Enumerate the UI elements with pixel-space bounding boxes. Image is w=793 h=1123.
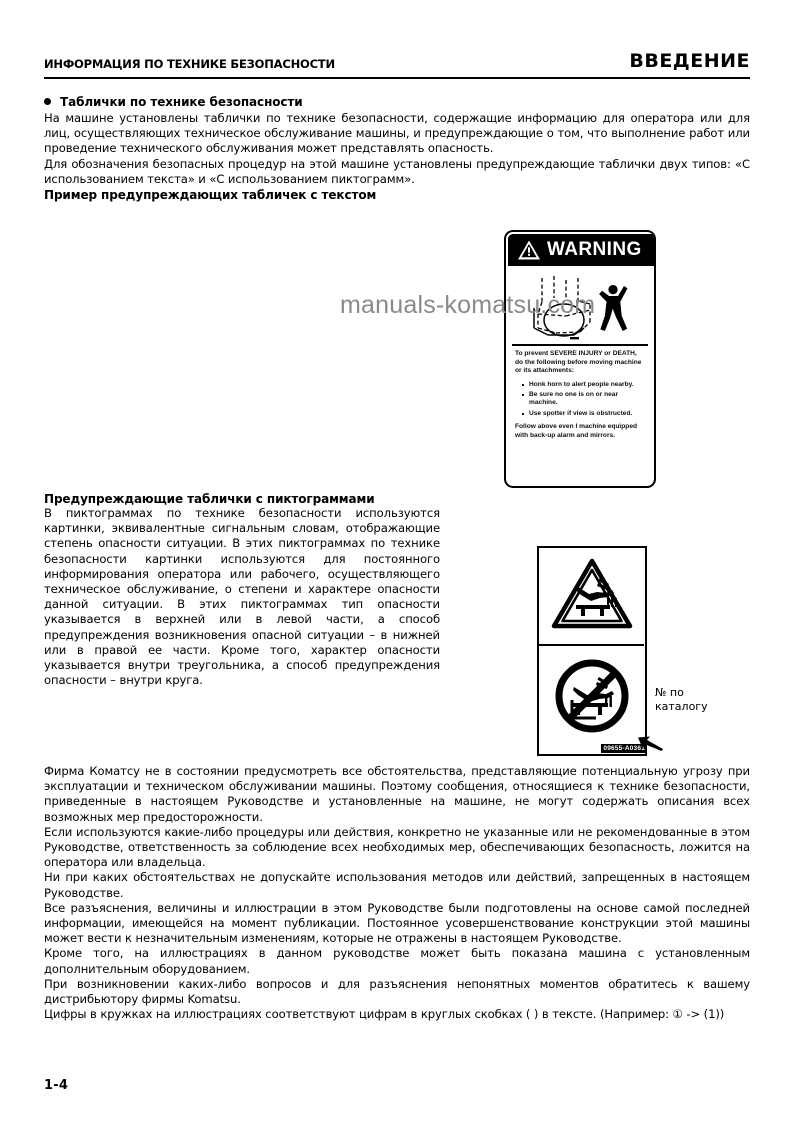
disclaimer-paragraph-5: Кроме того, на иллюстрациях в данном руководстве может быть показана машина с установленным дополнительным оборудованием. <box>44 946 750 976</box>
site-watermark: manuals-komatsu.com <box>340 291 596 319</box>
callout-line-1: № по <box>655 686 684 699</box>
pictogram-labels-section <box>44 492 440 688</box>
disclaimer-paragraph-1: Фирма Коматсу не в состоянии предусмотреть все обстоятельства, представляющие потенциальную угрозу при эксплуатации и техническом обслуживании машины. Поэтому сообщения, относящиеся к технике безопасности, приведенные в настоящем Руководстве и установленные на машине, не могут содержать описания всех возможных мер предосторожности. <box>44 764 750 824</box>
header-section-title: ИНФОРМАЦИЯ ПО ТЕХНИКЕ БЕЗОПАСНОСТИ <box>44 57 335 71</box>
part-number-callout-label <box>655 686 708 714</box>
callout-arrow-icon <box>638 735 664 751</box>
page-number: 1-4 <box>44 1078 69 1093</box>
page-header <box>44 52 750 71</box>
hazard-triangle-hand-crush-icon <box>550 557 634 635</box>
disclaimer-section <box>44 764 750 1022</box>
warning-bullet-item: Be sure no one is on or near machine. <box>524 391 645 408</box>
warning-bullet-list <box>515 381 645 418</box>
prohibition-circle-hand-crush-icon <box>552 656 632 740</box>
disclaimer-paragraph-6: При возникновении каких-либо вопросов и для разъяснения непонятных моментов обратитесь к вашему дистрибьютору фирмы Komatsu. <box>44 976 750 1007</box>
safety-labels-heading: Таблички по технике безопасности <box>60 95 303 109</box>
disclaimer-paragraph-2: Если используются какие-либо процедуры или действия, конкретно не указанные или не рекомендованные в этом Руководстве, ответственность за соблюдение всех необходимых мер, обеспечивающих безопасность, ложится на оператора или владельца. <box>44 824 750 870</box>
warning-lead-text: To prevent SEVERE INJURY or DEATH, do the following before moving machine or its attachments: <box>515 350 642 375</box>
warning-decal-text-block <box>515 350 645 445</box>
disclaimer-paragraph-4: Все разъяснения, величины и иллюстрации в этом Руководстве были подготовлены на основе самой последней информации, имеющейся на момент публикации. Постоянное усовершенствование конструкции этой машины может вести к незначительным изменениям, которые не отражены в настоящем Руководстве. <box>44 900 750 946</box>
bullet-dot-icon <box>44 98 51 105</box>
text-label-example-subheading: Пример предупреждающих табличек с текстом <box>44 188 377 203</box>
pictogram-hazard-panel <box>539 548 644 644</box>
callout-line-2: каталогу <box>655 700 708 713</box>
safety-labels-paragraph-2: Для обозначения безопасных процедур на этой машине установлены предупреждающие таблички двух типов: «С использованием текста» и «С использованием пиктограмм». <box>44 156 750 186</box>
warning-bullet-item: Use spotter if view is obstructed. <box>524 410 645 419</box>
warning-decal-divider <box>512 344 648 346</box>
pictogram-part-number: 09655-A0361 <box>603 744 645 752</box>
header-chapter-title: ВВЕДЕНИЕ <box>629 50 750 72</box>
section-heading-row <box>44 95 750 109</box>
disclaimer-paragraph-3: Ни при каких обстоятельствах не допускайте использования методов или действий, запрещенных в настоящем Руководстве. <box>44 870 750 900</box>
warning-signal-bar <box>508 234 656 266</box>
pictogram-labels-paragraph: В пиктограммах по технике безопасности используются картинки, эквивалентные сигнальным словам, отображающие степень опасности ситуации. В этих пиктограммах по технике безопасности картинки используются для постоянного информирования оператора или рабочего, осуществляющего техническое обслуживание, о степени и характере опасности данной ситуации. В этих пиктограммах тип опасности указывается в верхней или в левой части, а способ предупреждения возникновения опасной ситуации – в нижней или в правой ее части. Кроме того, характер опасности указывается внутри треугольника, а способ предупреждения опасности – внутри круга. <box>44 506 440 688</box>
safety-labels-section <box>44 95 750 202</box>
warning-triangle-exclamation-icon <box>517 239 541 261</box>
warning-text-label-illustration <box>504 230 656 488</box>
pictogram-prohibition-panel <box>539 645 644 750</box>
warning-bullet-item: Honk horn to alert people nearby. <box>524 381 645 390</box>
pictogram-label-illustration <box>537 546 647 756</box>
pictogram-labels-heading: Предупреждающие таблички с пиктограммами <box>44 492 375 506</box>
disclaimer-paragraph-7: Цифры в кружках на иллюстрациях соответствуют цифрам в круглых скобках ( ) в тексте. (Например: ① -> (1)) <box>44 1007 725 1022</box>
header-divider-rule <box>44 77 750 79</box>
safety-labels-paragraph-1: На машине установлены таблички по технике безопасности, содержащие информацию для оператора или для лиц, осуществляющих техническое обслуживание машины, и предупреждающие о том, что выполнение работ или проведение технического обслуживания может представлять опасность. <box>44 111 750 156</box>
warning-signal-word: WARNING <box>547 239 642 260</box>
warning-closing-text: Follow above even I machine equipped with back-up alarm and mirrors. <box>515 423 638 439</box>
